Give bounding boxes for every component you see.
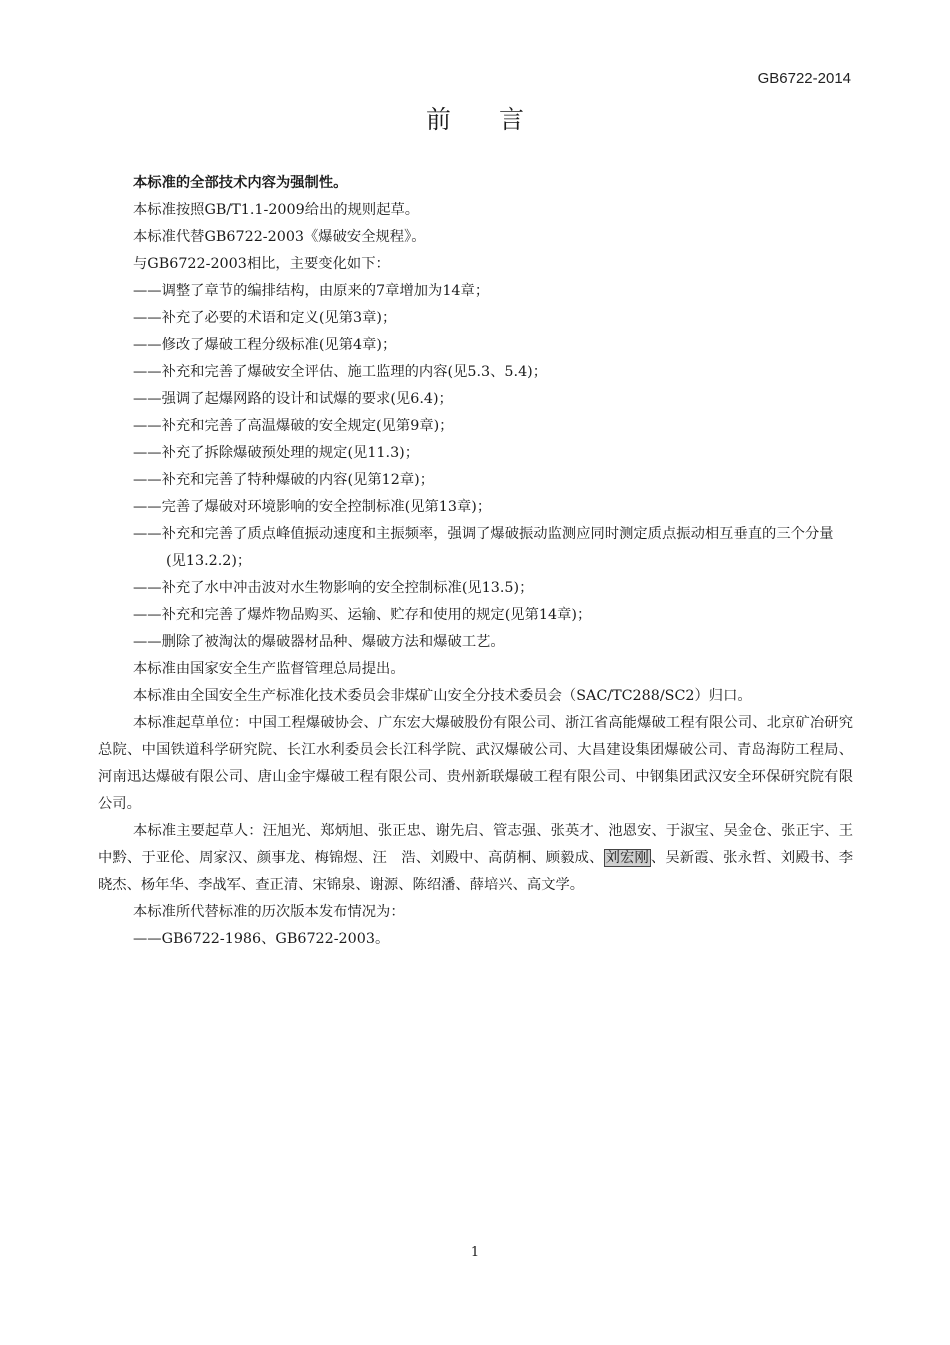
page-number: 1 <box>470 1245 480 1260</box>
list-item: ——补充了拆除爆破预处理的规定(见11.3)； <box>133 445 420 461</box>
drafters <box>98 818 853 899</box>
mandatory-statement: 本标准的全部技术内容为强制性。 <box>133 175 348 191</box>
history-versions: ——GB6722-1986、GB6722-2003。 <box>133 931 390 947</box>
list-item: ——补充了水中冲击波对水生物影响的安全控制标准(见13.5)； <box>133 580 534 596</box>
page-title: 前言 <box>425 105 572 134</box>
drafting-rule: 本标准按照GB/T1.1-2009给出的规则起草。 <box>133 202 420 218</box>
drafters-before: 本标准主要起草人：汪旭光、郑炳旭、张正忠、谢先启、管志强、张英才、池恩安、于淑宝、吴金仓、张正宇、王中黔、于亚伦、周家汉、颜事龙、梅锦煜、汪 浩、刘殿中、高荫桐、顾毅成、 <box>98 823 853 866</box>
changes-intro: 与GB6722-2003相比，主要变化如下： <box>133 256 390 272</box>
history-intro: 本标准所代替标准的历次版本发布情况为： <box>133 904 405 920</box>
document-body <box>98 170 853 953</box>
list-item: ——完善了爆破对环境影响的安全控制标准(见第13章)； <box>133 499 492 515</box>
list-item: ——删除了被淘汰的爆破器材品种、爆破方法和爆破工艺。 <box>133 634 505 650</box>
list-item: ——调整了章节的编排结构，由原来的7章增加为14章； <box>133 283 490 299</box>
list-item: ——补充和完善了爆炸物品购买、运输、贮存和使用的规定(见第14章)； <box>133 607 592 623</box>
list-item: ——修改了爆破工程分级标准(见第4章)； <box>133 337 397 353</box>
jurisdiction: 本标准由全国安全生产标准化技术委员会非煤矿山安全分技术委员会（SAC/TC288/SC2）归口。 <box>133 688 752 704</box>
drafters-after: 、吴新霞、张永哲、刘殿书、李晓杰、杨年华、李战军、查正清、宋锦泉、谢源、陈绍潘、薛培兴、高文学。 <box>98 850 854 893</box>
replaces-statement: 本标准代替GB6722-2003《爆破安全规程》。 <box>133 229 426 245</box>
standard-code: GB6722-2014 <box>757 70 851 87</box>
list-item: ——强调了起爆网路的设计和试爆的要求(见6.4)； <box>133 391 453 407</box>
list-item: ——补充和完善了特种爆破的内容(见第12章)； <box>133 472 434 488</box>
changes-list <box>98 278 853 656</box>
highlighted-drafter[interactable]: 刘宏刚 <box>605 850 649 866</box>
list-item: ——补充了必要的术语和定义(见第3章)； <box>133 310 397 326</box>
list-item: ——补充和完善了质点峰值振动速度和主振频率，强调了爆破振动监测应同时测定质点振动相互垂直的三个分量(见13.2.2)； <box>133 526 834 569</box>
list-item: ——补充和完善了高温爆破的安全规定(见第9章)； <box>133 418 454 434</box>
drafting-units: 本标准起草单位：中国工程爆破协会、广东宏大爆破股份有限公司、浙江省高能爆破工程有限公司、北京矿冶研究总院、中国铁道科学研究院、长江水利委员会长江科学院、武汉爆破公司、大昌建设集团爆破公司、青岛海防工程局、河南迅达爆破有限公司、唐山金宇爆破工程有限公司、贵州新联爆破工程有限公司、中钢集团武汉安全环保研究院有限公司。 <box>98 715 853 812</box>
proposed-by: 本标准由国家安全生产监督管理总局提出。 <box>133 661 405 677</box>
list-item: ——补充和完善了爆破安全评估、施工监理的内容(见5.3、5.4)； <box>133 364 548 380</box>
